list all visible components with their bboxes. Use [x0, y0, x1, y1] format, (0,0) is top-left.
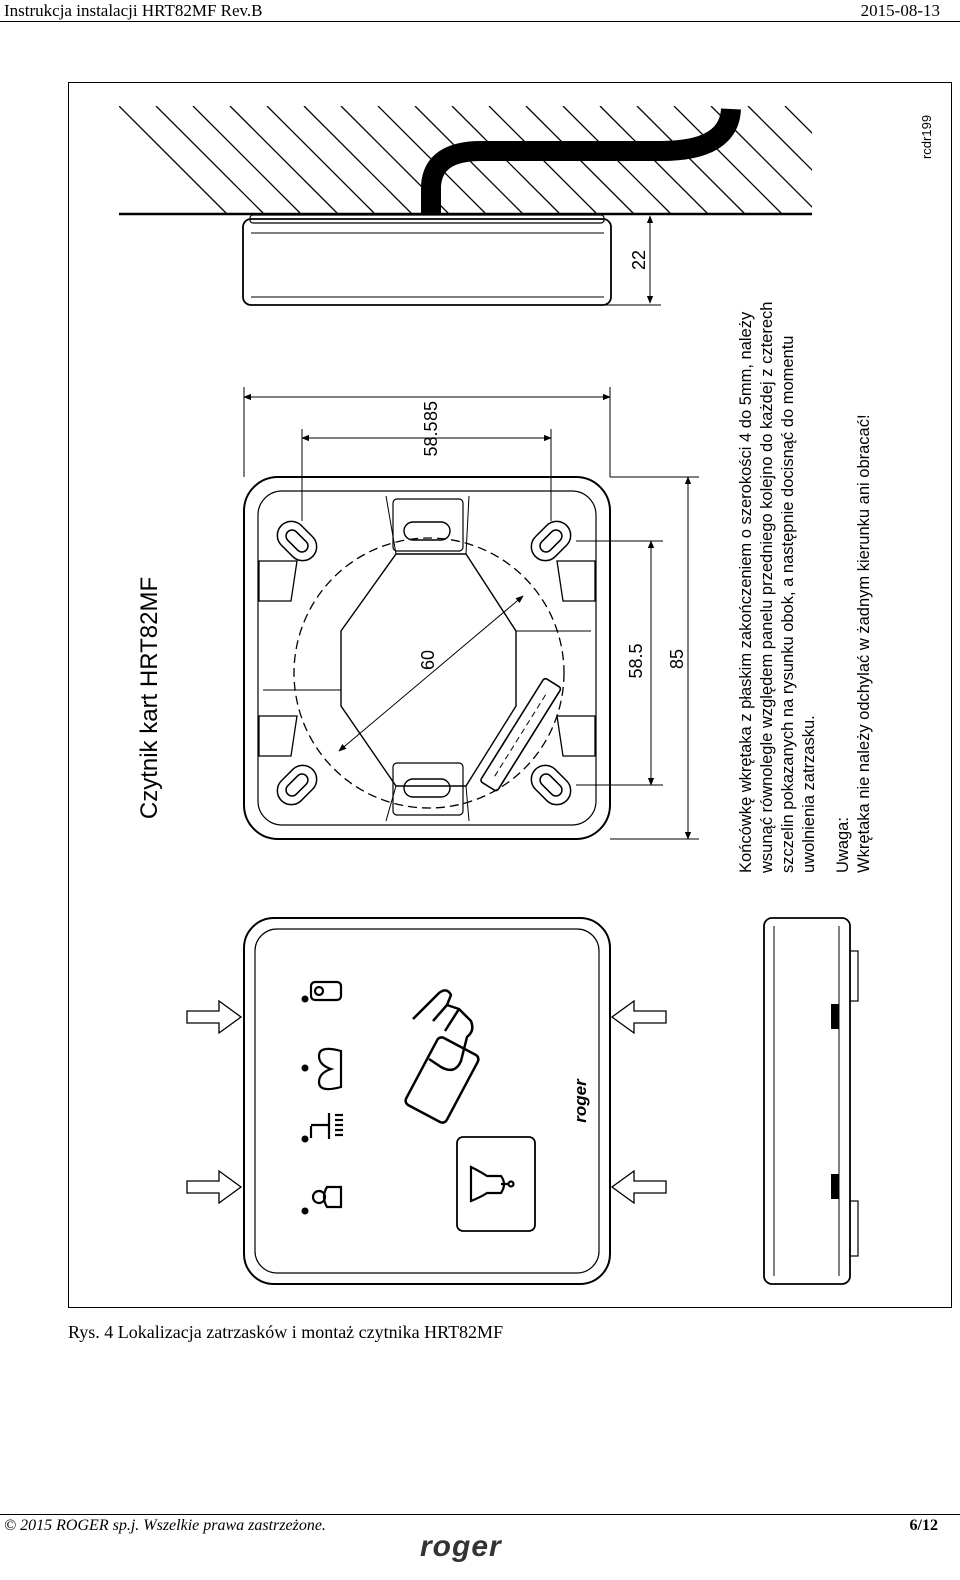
hand-card-icon	[404, 990, 480, 1124]
installation-drawing	[69, 83, 953, 1309]
page-number: 6/12	[909, 1517, 938, 1534]
front-panel-view	[244, 918, 610, 1284]
drawing-heading: Czytnik kart HRT82MF	[136, 576, 163, 820]
dimension-lines	[244, 387, 699, 839]
dim-585-vertical-label: 58.5	[626, 643, 646, 679]
dim-85-vertical-label: 85	[667, 648, 687, 670]
reader-side-view-top	[243, 215, 611, 305]
dim-60-label: 60	[418, 649, 438, 671]
figure-caption: Rys. 4 Lokalizacja zatrzasków i montaż czytnika HRT82MF	[68, 1322, 504, 1342]
roger-logo: roger	[420, 1530, 502, 1563]
warning-label: Uwaga:	[834, 817, 852, 873]
latch-marks	[831, 1004, 839, 1199]
reader-side-view-right	[764, 918, 858, 1284]
copyright-text: © 2015 ROGER sp.j. Wszelkie prawa zastrzeżone.	[4, 1517, 326, 1534]
instruction-line-2: wsunąć równolegle względem panelu przedniego kolejno do każdej z czterech	[758, 301, 776, 873]
candle-icon	[311, 1113, 343, 1139]
instruction-line-4: uwolnienia zatrzasku.	[800, 715, 818, 873]
warning-text: Wkrętaka nie należy odchylać w żadnym kierunku ani obracać!	[855, 414, 873, 873]
key-icon	[311, 982, 341, 1000]
bell-button[interactable]	[457, 1137, 535, 1231]
person-icon	[313, 1187, 341, 1207]
figure-frame	[68, 82, 952, 1308]
document-date: 2015-08-13	[860, 1, 940, 20]
footer-rule	[0, 1514, 960, 1515]
instruction-line-3: szczelin pokazanych na rysunku obok, a następnie docisnąć do momentu	[779, 335, 797, 873]
instruction-line-1: Końcówkę wkrętaka z płaskim zakończeniem o szerokości 4 do 5mm, należy	[737, 311, 755, 873]
document-title: Instrukcja instalacji HRT82MF Rev.B	[4, 1, 263, 20]
led-indicators	[302, 996, 309, 1215]
page-header	[0, 0, 960, 22]
bell-icon	[471, 1167, 514, 1201]
heart-icon	[319, 1049, 341, 1089]
dim-585-horizontal-label: 58.5	[421, 421, 441, 457]
device-logo: roger	[571, 1079, 590, 1123]
header-rule	[0, 21, 960, 22]
push-arrows	[187, 1001, 666, 1203]
dim-85-horizontal-label: 85	[421, 400, 441, 422]
dim-22-label: 22	[629, 249, 649, 271]
drawing-code: rcdr199	[919, 114, 934, 160]
